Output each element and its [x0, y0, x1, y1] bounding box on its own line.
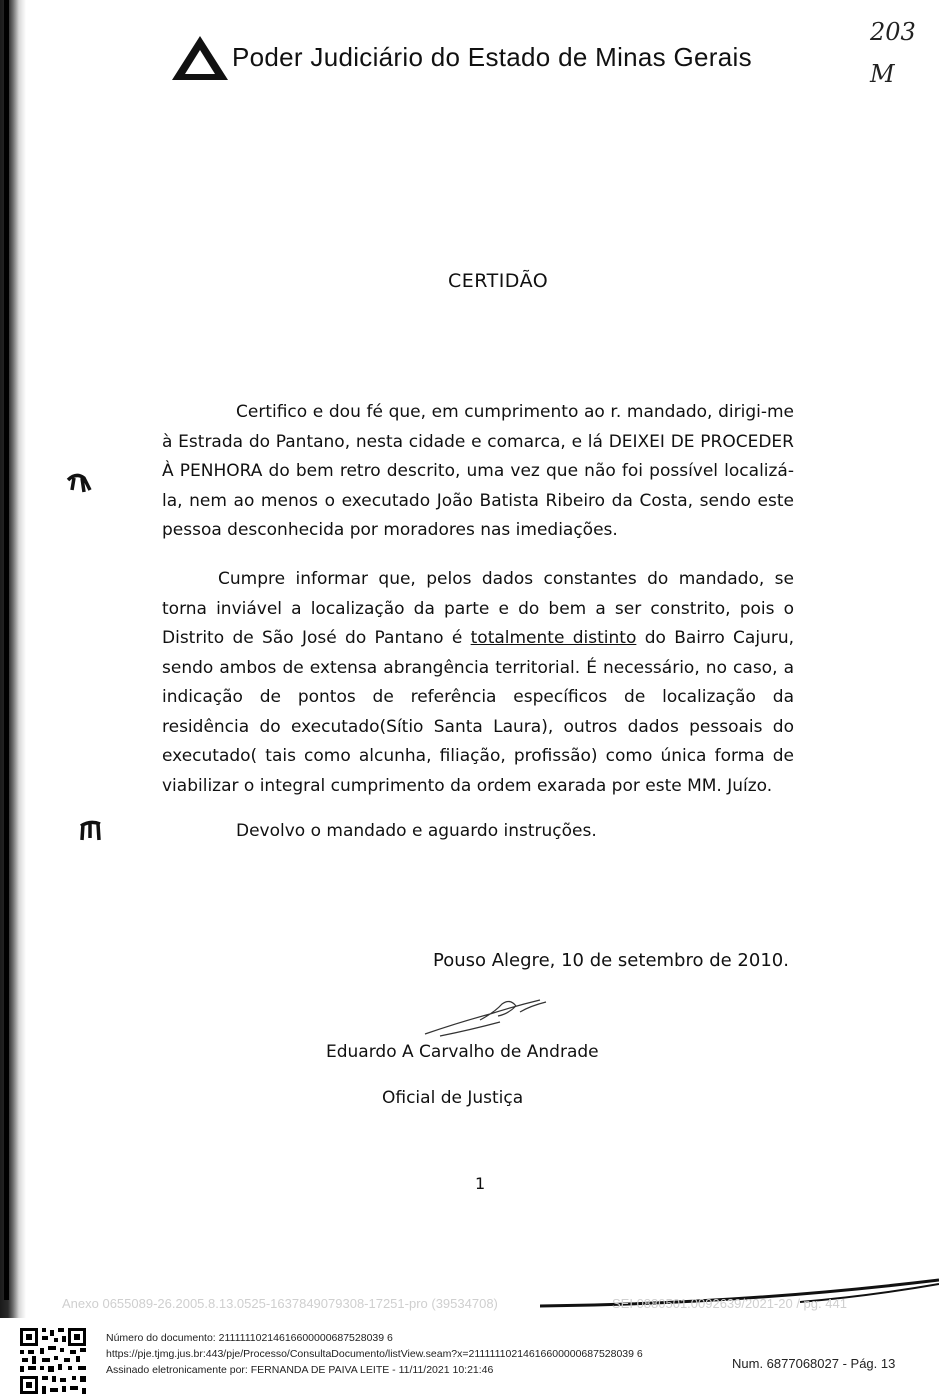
qr-code-icon: [18, 1326, 88, 1396]
document-header: [170, 28, 850, 84]
margin-mark: [66, 470, 92, 494]
document-title: CERTIDÃO: [448, 270, 549, 292]
signer-name: Eduardo A Carvalho de Andrade: [326, 1042, 599, 1062]
electronic-signature-footer: [0, 1318, 939, 1400]
signature-metadata: [106, 1330, 643, 1378]
judiciary-triangle-logo: [170, 34, 230, 82]
paragraph-3-text: Devolvo o mandado e aguardo instruções.: [236, 821, 597, 841]
paragraph-3: [162, 817, 794, 847]
attachment-stamp: Anexo 0655089-26.2005.8.13.0525-1637849079308-17251-pro (39534708): [62, 1296, 498, 1311]
sei-stamp: SEI 0880501.0092639/2021-20 / pg. 441: [612, 1296, 847, 1311]
signer-role: Oficial de Justiça: [382, 1088, 524, 1108]
scan-edge-line: [4, 0, 9, 1300]
signed-by: Assinado eletronicamente por: FERNANDA DE PAIVA LEITE - 11/11/2021 10:21:46: [106, 1364, 494, 1376]
handwritten-initial: M: [870, 60, 895, 88]
paragraph-2: [162, 565, 794, 801]
underlined-phrase: totalmente distinto: [470, 628, 637, 648]
paragraph-1: [162, 398, 794, 546]
page-reference: Num. 6877068027 - Pág. 13: [732, 1356, 896, 1371]
document-number: Número do documento: 21111110214616600000687528039 6: [106, 1332, 393, 1344]
margin-mark: [78, 818, 104, 842]
paragraph-2-text-a: Cumpre informar que, pelos dados constantes do mandado, se torna inviável a localização da parte e do bem a ser constrito, pois o Distrito de São José do Pantano é: [162, 569, 794, 648]
paragraph-2-text-b: do Bairro Cajuru, sendo ambos de extensa abrangência territorial. É necessário, no caso, a indicação de pontos de referência específicos de localização da residência do executado(Sítio Santa Laura), outros dados pessoais do executado( tais como alcunha, filiação, profissão) como única forma de viabilizar o integral cumprimento da ordem exarada por este MM. Juízo.: [162, 628, 795, 796]
place-and-date: Pouso Alegre, 10 de setembro de 2010.: [433, 950, 789, 971]
court-name: Poder Judiciário do Estado de Minas Gerais: [232, 42, 752, 72]
page-number: 1: [475, 1174, 486, 1193]
handwritten-signature: [420, 992, 560, 1042]
handwritten-page-mark: 203: [870, 18, 916, 46]
paragraph-1-text: Certifico e dou fé que, em cumprimento ao r. mandado, dirigi-me à Estrada do Pantano, nesta cidade e comarca, e lá DEIXEI DE PROCEDER À PENHORA do bem retro descrito, uma vez que não foi possível localizá-la, nem ao menos o executado João Batista Ribeiro da Costa, sendo este pessoa desconhecida por moradores nas imediações.: [162, 402, 794, 540]
document-url[interactable]: https://pje.tjmg.jus.br:443/pje/Processo/ConsultaDocumento/listView.seam?x=21111110214616600000687528039 6: [106, 1348, 643, 1360]
